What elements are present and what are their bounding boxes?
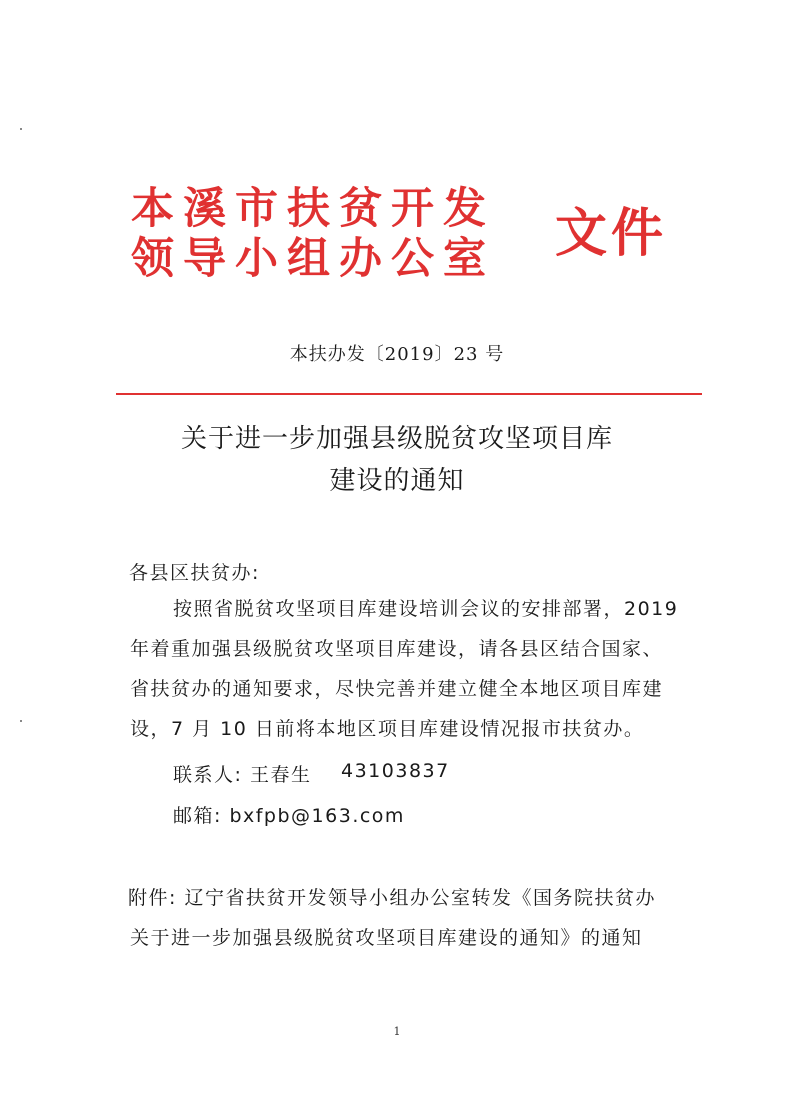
page-number: 1 [393, 1025, 401, 1038]
document-title-line-2: 建设的通知 [329, 466, 465, 496]
attachment-line-1: 附件: 辽宁省扶贫开发领导小组办公室转发《国务院扶贫办 [128, 887, 656, 909]
masthead-suffix: 文件 [555, 204, 668, 264]
red-divider-line [116, 393, 702, 395]
paragraph-line: 按照省脱贫攻坚项目库建设培训会议的安排部署，2019 [173, 598, 679, 620]
masthead-line-2: 领导小组办公室 [131, 234, 495, 284]
document-number: 本扶办发〔2019〕23 号 [289, 344, 505, 365]
scan-edge-mark [20, 128, 22, 130]
paragraph-line: 省扶贫办的通知要求，尽快完善并建立健全本地区项目库建 [130, 678, 664, 700]
contact-phone: 43103837 [341, 760, 450, 782]
masthead-line-1: 本溪市扶贫开发 [131, 184, 495, 234]
contact-person: 联系人: 王春生 [173, 764, 312, 786]
paragraph-line: 设，7 月 10 日前将本地区项目库建设情况报市扶贫办。 [130, 718, 645, 740]
contact-email: 邮箱: bxfpb@163.com [173, 805, 405, 827]
scan-edge-mark [20, 720, 22, 722]
paragraph-line: 年着重加强县级脱贫攻坚项目库建设，请各县区结合国家、 [130, 638, 664, 660]
red-masthead [131, 182, 691, 292]
salutation: 各县区扶贫办: [129, 562, 260, 584]
document-title-line-1: 关于进一步加强县级脱贫攻坚项目库 [180, 424, 613, 454]
attachment-line-2: 关于进一步加强县级脱贫攻坚项目库建设的通知》的通知 [130, 927, 643, 949]
